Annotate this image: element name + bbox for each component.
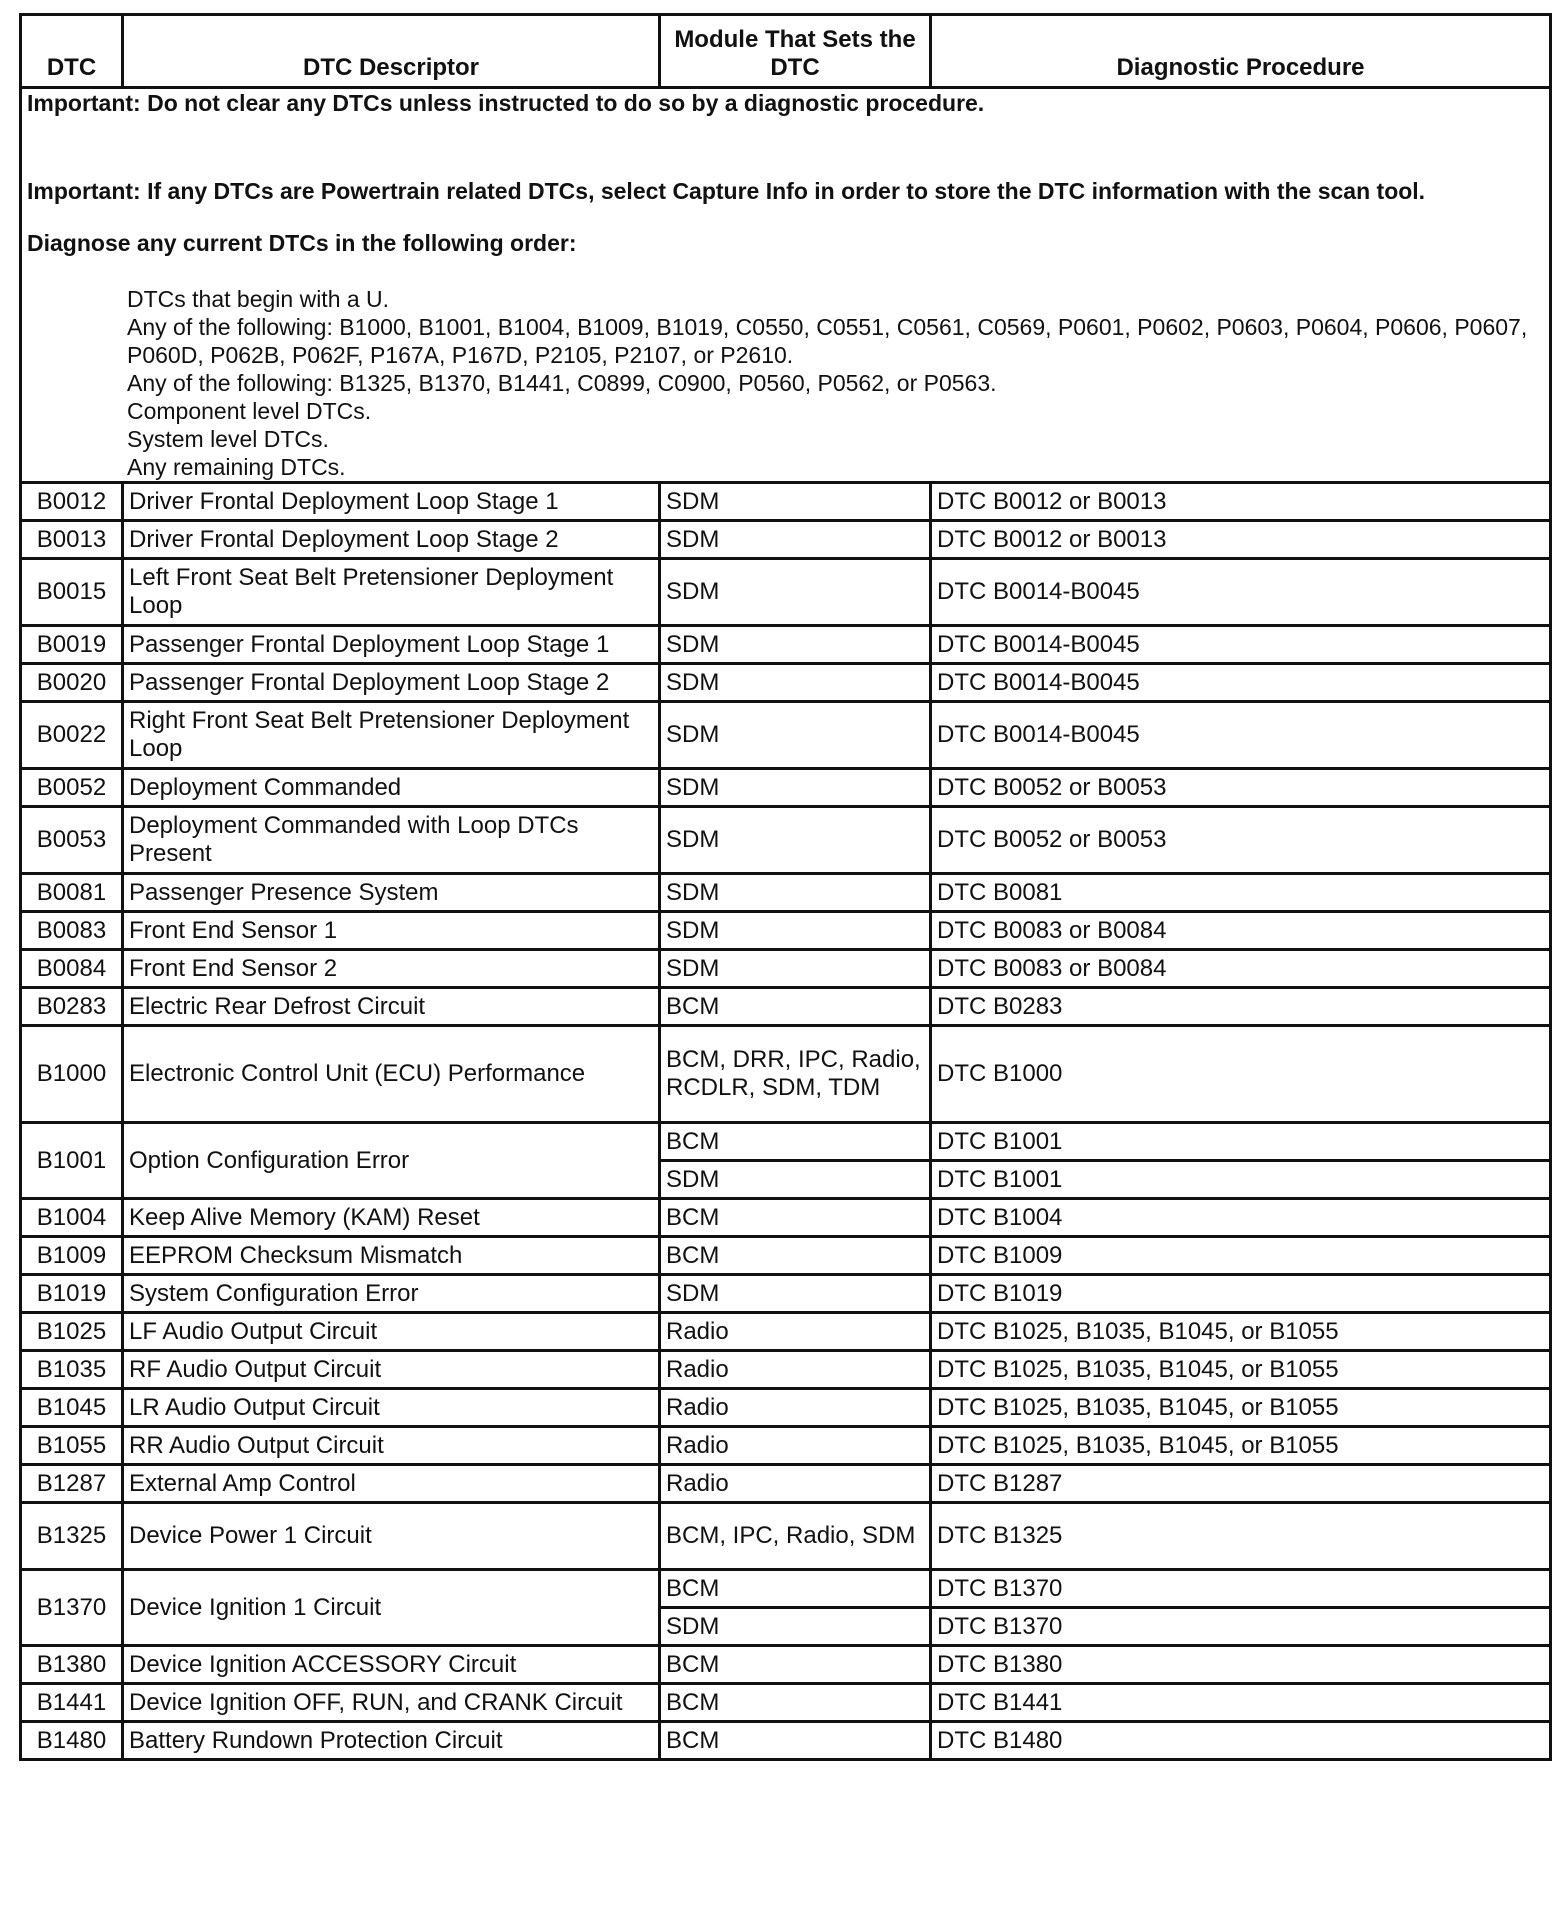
table-row <box>21 807 1551 874</box>
dtc-code-cell: B1035 <box>21 1351 123 1389</box>
procedure-cell: DTC B1287 <box>931 1465 1551 1503</box>
table-row <box>21 483 1551 521</box>
procedure-cell: DTC B1025, B1035, B1045, or B1055 <box>931 1351 1551 1389</box>
procedure-cell: DTC B1000 <box>931 1026 1551 1123</box>
dtc-descriptor-cell: External Amp Control <box>123 1465 660 1503</box>
module-cell: SDM <box>660 521 931 559</box>
module-cell: SDM <box>660 1275 931 1313</box>
table-row <box>21 559 1551 626</box>
important-note-powertrain: Important: If any DTCs are Powertrain related DTCs, select Capture Info in order to store the DTC information with the scan tool. <box>27 178 1426 204</box>
dtc-document <box>19 13 1549 1761</box>
module-cell: Radio <box>660 1389 931 1427</box>
dtc-table <box>19 13 1552 1761</box>
table-row <box>21 626 1551 664</box>
procedure-cell: DTC B0083 or B0084 <box>931 912 1551 950</box>
notes-row <box>21 88 1551 483</box>
procedure-cell: DTC B0083 or B0084 <box>931 950 1551 988</box>
procedure-cell: DTC B1019 <box>931 1275 1551 1313</box>
table-row <box>21 874 1551 912</box>
procedure-cell: DTC B0014-B0045 <box>931 664 1551 702</box>
dtc-descriptor-cell: Device Ignition ACCESSORY Circuit <box>123 1646 660 1684</box>
table-row <box>21 1646 1551 1684</box>
dtc-code-cell: B0084 <box>21 950 123 988</box>
header-descriptor: DTC Descriptor <box>123 15 660 88</box>
dtc-code-cell: B0020 <box>21 664 123 702</box>
table-row <box>21 950 1551 988</box>
dtc-descriptor-cell: Electric Rear Defrost Circuit <box>123 988 660 1026</box>
order-item: Any of the following: B1325, B1370, B1441, C0899, C0900, P0560, P0562, or P0563. <box>127 370 997 396</box>
dtc-descriptor-cell: Driver Frontal Deployment Loop Stage 1 <box>123 483 660 521</box>
dtc-code-cell: B1370 <box>21 1570 123 1646</box>
dtc-code-cell: B0012 <box>21 483 123 521</box>
dtc-code-cell: B0022 <box>21 702 123 769</box>
table-row <box>21 1389 1551 1427</box>
table-row <box>21 1503 1551 1570</box>
dtc-descriptor-cell: Passenger Frontal Deployment Loop Stage 1 <box>123 626 660 664</box>
procedure-cell: DTC B0052 or B0053 <box>931 807 1551 874</box>
table-row <box>21 1275 1551 1313</box>
dtc-code-cell: B0283 <box>21 988 123 1026</box>
table-body <box>21 88 1551 1760</box>
module-cell: BCM <box>660 1646 931 1684</box>
notes-cell <box>21 88 1551 483</box>
procedure-cell: DTC B1025, B1035, B1045, or B1055 <box>931 1427 1551 1465</box>
table-row <box>21 1026 1551 1123</box>
dtc-code-cell: B0083 <box>21 912 123 950</box>
procedure-cell: DTC B1025, B1035, B1045, or B1055 <box>931 1313 1551 1351</box>
module-cell: Radio <box>660 1427 931 1465</box>
table-row <box>21 1123 1551 1161</box>
module-cell: SDM <box>660 664 931 702</box>
table-row <box>21 1465 1551 1503</box>
dtc-code-cell: B1045 <box>21 1389 123 1427</box>
procedure-cell: DTC B1441 <box>931 1684 1551 1722</box>
procedure-cell: DTC B0052 or B0053 <box>931 769 1551 807</box>
dtc-code-cell: B1325 <box>21 1503 123 1570</box>
table-row <box>21 769 1551 807</box>
dtc-code-cell: B0053 <box>21 807 123 874</box>
procedure-cell: DTC B1009 <box>931 1237 1551 1275</box>
module-cell: BCM, DRR, IPC, Radio, RCDLR, SDM, TDM <box>660 1026 931 1123</box>
table-row <box>21 1237 1551 1275</box>
dtc-descriptor-cell: Device Ignition OFF, RUN, and CRANK Circuit <box>123 1684 660 1722</box>
module-cell: SDM <box>660 769 931 807</box>
dtc-descriptor-cell: Option Configuration Error <box>123 1123 660 1199</box>
module-cell: SDM <box>660 874 931 912</box>
header-module: Module That Sets the DTC <box>660 15 931 88</box>
procedure-cell: DTC B1001 <box>931 1161 1551 1199</box>
dtc-code-cell: B1380 <box>21 1646 123 1684</box>
module-cell: Radio <box>660 1465 931 1503</box>
header-procedure: Diagnostic Procedure <box>931 15 1551 88</box>
procedure-cell: DTC B1380 <box>931 1646 1551 1684</box>
header-dtc: DTC <box>21 15 123 88</box>
module-cell: SDM <box>660 483 931 521</box>
dtc-descriptor-cell: Front End Sensor 1 <box>123 912 660 950</box>
procedure-cell: DTC B1001 <box>931 1123 1551 1161</box>
procedure-cell: DTC B0283 <box>931 988 1551 1026</box>
dtc-descriptor-cell: Right Front Seat Belt Pretensioner Deployment Loop <box>123 702 660 769</box>
dtc-descriptor-cell: Electronic Control Unit (ECU) Performance <box>123 1026 660 1123</box>
module-cell: SDM <box>660 1608 931 1646</box>
order-item: DTCs that begin with a U. <box>127 286 390 312</box>
procedure-cell: DTC B1370 <box>931 1608 1551 1646</box>
dtc-code-cell: B1055 <box>21 1427 123 1465</box>
table-row <box>21 702 1551 769</box>
module-cell: BCM <box>660 1199 931 1237</box>
dtc-code-cell: B1001 <box>21 1123 123 1199</box>
dtc-descriptor-cell: Device Power 1 Circuit <box>123 1503 660 1570</box>
procedure-cell: DTC B1325 <box>931 1503 1551 1570</box>
dtc-code-cell: B1019 <box>21 1275 123 1313</box>
important-note-clear: Important: Do not clear any DTCs unless instructed to do so by a diagnostic procedure. <box>27 90 985 116</box>
module-cell: SDM <box>660 626 931 664</box>
table-row <box>21 988 1551 1026</box>
procedure-cell: DTC B0012 or B0013 <box>931 483 1551 521</box>
table-row <box>21 521 1551 559</box>
dtc-descriptor-cell: Left Front Seat Belt Pretensioner Deployment Loop <box>123 559 660 626</box>
dtc-descriptor-cell: Front End Sensor 2 <box>123 950 660 988</box>
procedure-cell: DTC B0012 or B0013 <box>931 521 1551 559</box>
module-cell: BCM <box>660 1237 931 1275</box>
module-cell: BCM <box>660 1123 931 1161</box>
order-item: System level DTCs. <box>127 426 329 452</box>
dtc-descriptor-cell: Driver Frontal Deployment Loop Stage 2 <box>123 521 660 559</box>
table-header-row <box>21 15 1551 88</box>
dtc-descriptor-cell: Keep Alive Memory (KAM) Reset <box>123 1199 660 1237</box>
table-row <box>21 1684 1551 1722</box>
dtc-descriptor-cell: LF Audio Output Circuit <box>123 1313 660 1351</box>
dtc-descriptor-cell: Passenger Presence System <box>123 874 660 912</box>
procedure-cell: DTC B0014-B0045 <box>931 626 1551 664</box>
procedure-cell: DTC B1025, B1035, B1045, or B1055 <box>931 1389 1551 1427</box>
procedure-cell: DTC B1480 <box>931 1722 1551 1760</box>
procedure-cell: DTC B1004 <box>931 1199 1551 1237</box>
dtc-descriptor-cell: Deployment Commanded <box>123 769 660 807</box>
table-row <box>21 1427 1551 1465</box>
module-cell: SDM <box>660 912 931 950</box>
table-row <box>21 1313 1551 1351</box>
procedure-cell: DTC B0081 <box>931 874 1551 912</box>
dtc-code-cell: B1004 <box>21 1199 123 1237</box>
dtc-code-cell: B0013 <box>21 521 123 559</box>
dtc-descriptor-cell: Device Ignition 1 Circuit <box>123 1570 660 1646</box>
table-row <box>21 664 1551 702</box>
dtc-code-cell: B0081 <box>21 874 123 912</box>
module-cell: SDM <box>660 702 931 769</box>
module-cell: BCM, IPC, Radio, SDM <box>660 1503 931 1570</box>
table-row <box>21 1722 1551 1760</box>
dtc-code-cell: B0052 <box>21 769 123 807</box>
module-cell: BCM <box>660 1684 931 1722</box>
module-cell: Radio <box>660 1351 931 1389</box>
module-cell: SDM <box>660 1161 931 1199</box>
dtc-descriptor-cell: Deployment Commanded with Loop DTCs Present <box>123 807 660 874</box>
diagnose-order-list <box>27 285 1544 481</box>
procedure-cell: DTC B1370 <box>931 1570 1551 1608</box>
module-cell: SDM <box>660 559 931 626</box>
order-item: Any of the following: B1000, B1001, B1004, B1009, B1019, C0550, C0551, C0561, C0569, P0601, P0602, P0603, P0604, P0606, P0607, P060D, P062B, P062F, P167A, P167D, P2105, P2107, or P2610. <box>127 314 1528 368</box>
module-cell: SDM <box>660 807 931 874</box>
table-row <box>21 912 1551 950</box>
dtc-descriptor-cell: LR Audio Output Circuit <box>123 1389 660 1427</box>
order-item: Any remaining DTCs. <box>127 454 346 480</box>
dtc-code-cell: B1000 <box>21 1026 123 1123</box>
dtc-descriptor-cell: EEPROM Checksum Mismatch <box>123 1237 660 1275</box>
dtc-code-cell: B1441 <box>21 1684 123 1722</box>
table-row <box>21 1570 1551 1608</box>
module-cell: Radio <box>660 1313 931 1351</box>
dtc-code-cell: B0015 <box>21 559 123 626</box>
dtc-code-cell: B1480 <box>21 1722 123 1760</box>
dtc-code-cell: B1025 <box>21 1313 123 1351</box>
dtc-descriptor-cell: Passenger Frontal Deployment Loop Stage 2 <box>123 664 660 702</box>
dtc-code-cell: B1287 <box>21 1465 123 1503</box>
order-item: Component level DTCs. <box>127 398 372 424</box>
module-cell: BCM <box>660 1722 931 1760</box>
dtc-descriptor-cell: Battery Rundown Protection Circuit <box>123 1722 660 1760</box>
table-row <box>21 1199 1551 1237</box>
diagnose-order-intro: Diagnose any current DTCs in the following order: <box>27 230 577 256</box>
procedure-cell: DTC B0014-B0045 <box>931 702 1551 769</box>
procedure-cell: DTC B0014-B0045 <box>931 559 1551 626</box>
table-row <box>21 1351 1551 1389</box>
dtc-descriptor-cell: System Configuration Error <box>123 1275 660 1313</box>
dtc-code-cell: B0019 <box>21 626 123 664</box>
module-cell: BCM <box>660 1570 931 1608</box>
module-cell: BCM <box>660 988 931 1026</box>
dtc-descriptor-cell: RR Audio Output Circuit <box>123 1427 660 1465</box>
dtc-code-cell: B1009 <box>21 1237 123 1275</box>
dtc-descriptor-cell: RF Audio Output Circuit <box>123 1351 660 1389</box>
module-cell: SDM <box>660 950 931 988</box>
